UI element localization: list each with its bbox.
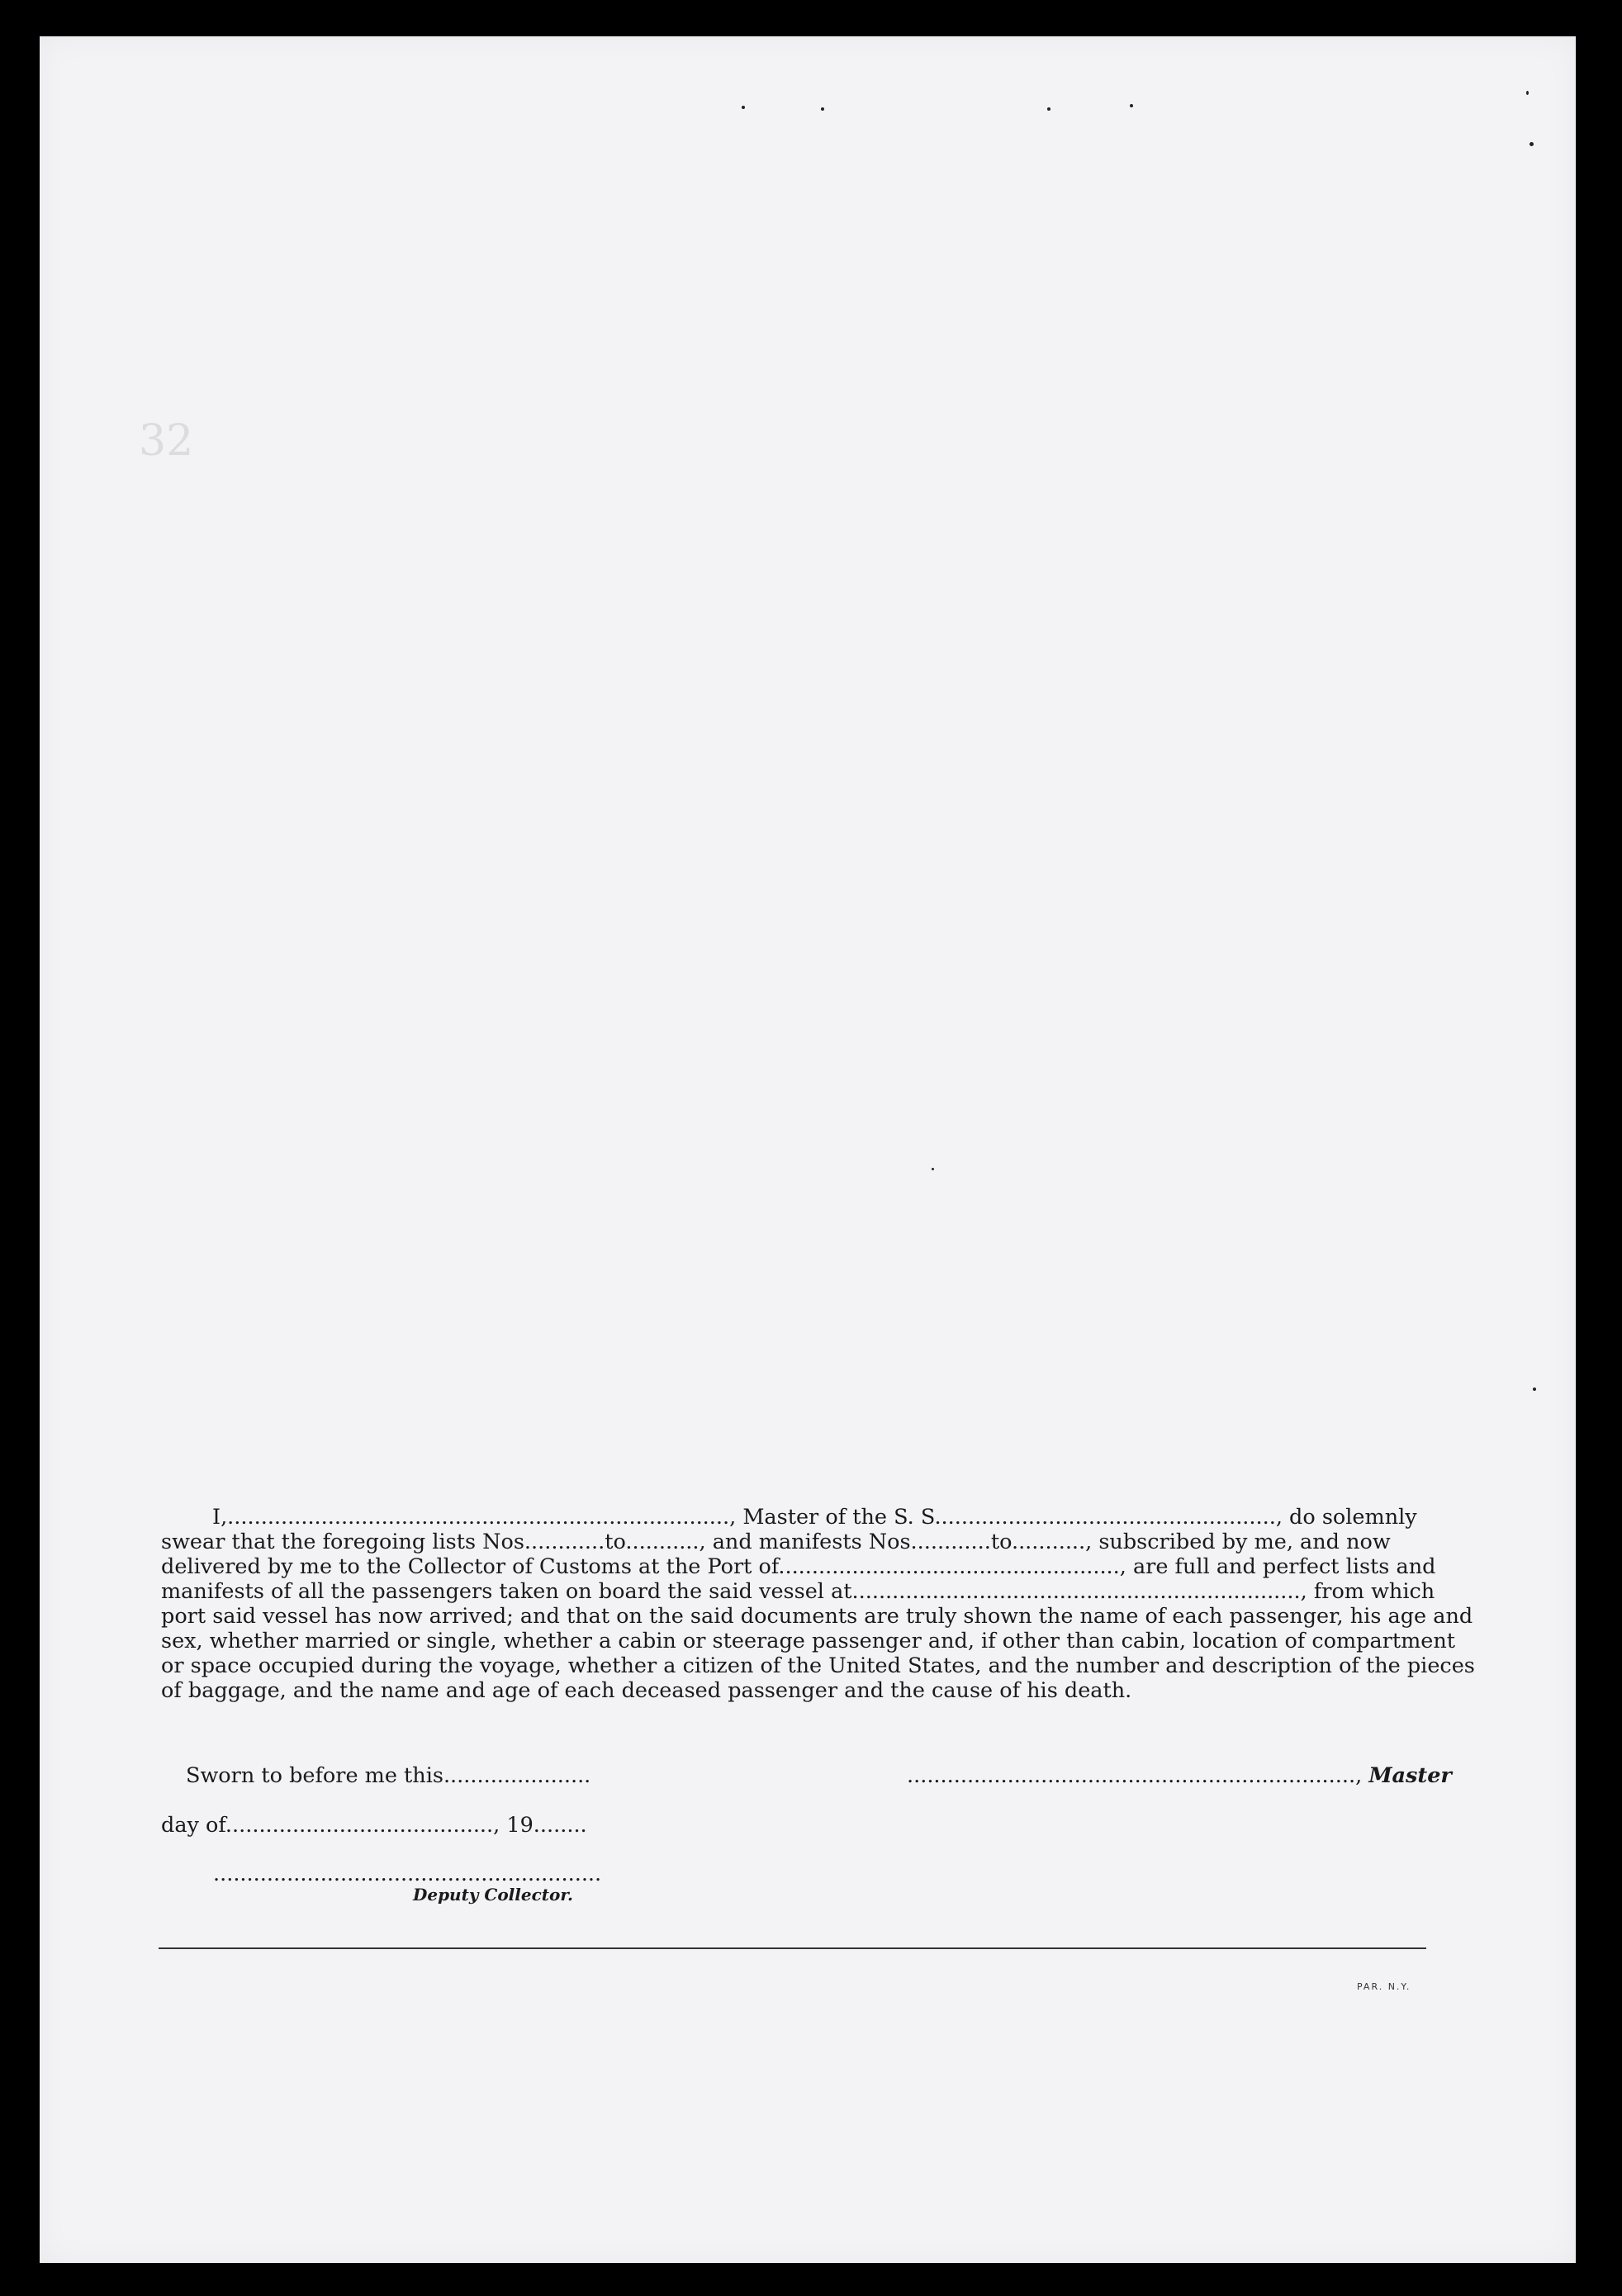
faint-bleedthrough: 32 (139, 416, 194, 466)
oath-line: of baggage, and the name and age of each deceased passenger and the cause of his death. (161, 1678, 1132, 1703)
sworn-line: Sworn to before me this...................... (186, 1763, 591, 1788)
printer-mark: PAR. N.Y. (1357, 1981, 1411, 1992)
dust-speck (1533, 1388, 1536, 1391)
master-signature-line (907, 1763, 1452, 1788)
master-label: Master (1368, 1763, 1452, 1788)
dust-speck (1526, 91, 1529, 95)
oath-line: port said vessel has now arrived; and that on the said documents are truly shown the name of each passenger, his age and (161, 1604, 1473, 1629)
deputy-signature-dots: .......................................................... (213, 1862, 602, 1886)
oath-line: manifests of all the passengers taken on board the said vessel at..................................................................., from which (161, 1579, 1435, 1604)
deputy-collector-label: Deputy Collector. (413, 1885, 574, 1905)
dust-speck (742, 106, 745, 109)
document-page (40, 36, 1576, 2263)
dust-speck (1047, 107, 1051, 111)
oath-line: I,..........................................................................., Master of the S. S..................................................., do solemnly (212, 1505, 1417, 1530)
oath-line: swear that the foregoing lists Nos............to..........., and manifests Nos............to..........., subscribed by me, and now (161, 1530, 1391, 1554)
horizontal-rule (159, 1947, 1426, 1949)
day-of-line: day of........................................, 19........ (161, 1813, 587, 1838)
oath-line: delivered by me to the Collector of Customs at the Port of..................................................., are full and perfect lists and (161, 1554, 1436, 1579)
oath-paragraph (161, 1505, 1475, 1703)
oath-line: sex, whether married or single, whether a cabin or steerage passenger and, if other than cabin, location of compartment (161, 1629, 1456, 1653)
dust-speck (821, 107, 824, 111)
dust-speck (1130, 104, 1133, 107)
master-dots: ..................................................................., (907, 1763, 1363, 1788)
dust-speck (1530, 142, 1534, 146)
dust-speck (932, 1168, 934, 1170)
oath-line: or space occupied during the voyage, whether a citizen of the United States, and the number and description of the pieces (161, 1653, 1475, 1678)
